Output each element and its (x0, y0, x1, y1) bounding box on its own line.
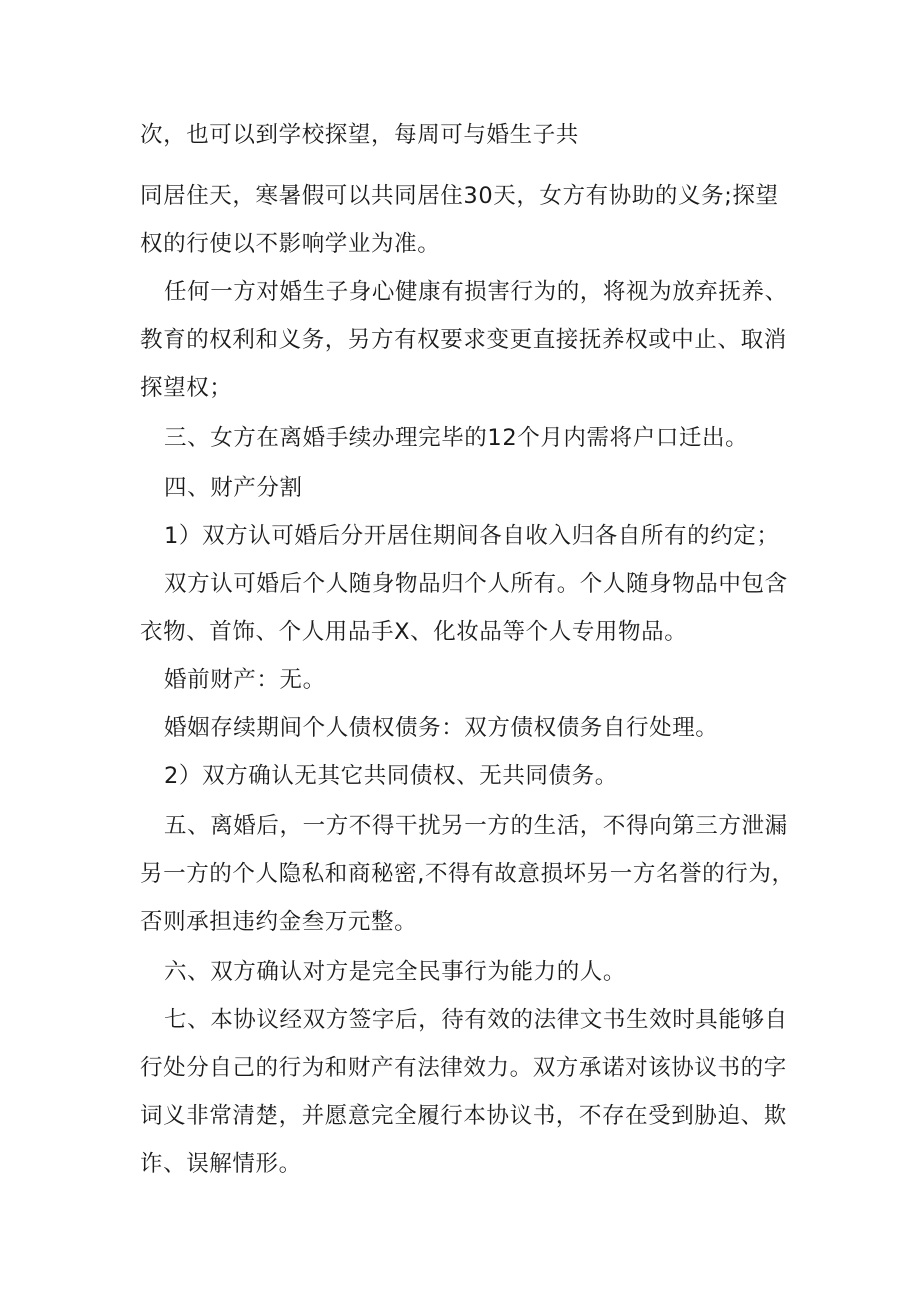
text-line: 教育的权利和义务，另方有权要求变更直接抚养权或中止、取消 (140, 327, 787, 353)
text-line: 否则承担违约金叁万元整。 (140, 909, 418, 935)
text-line: 七、本协议经双方签字后，待有效的法律文书生效时具能够自 (164, 1007, 788, 1033)
text-line: 诈、误解情形。 (140, 1151, 302, 1177)
text-line: 五、离婚后，一方不得干扰另一方的生活，不得向第三方泄漏 (164, 813, 788, 839)
text-line: 探望权； (140, 375, 233, 401)
text-line: 另一方的个人隐私和商秘密,不得有故意损坏另一方名誉的行为， (140, 861, 795, 887)
text-line: 同居住天，寒暑假可以共同居住30天，女方有协助的义务;探望 (140, 183, 779, 209)
text-line: 任何一方对婚生子身心健康有损害行为的，将视为放弃抚养、 (164, 279, 788, 305)
text-line: 婚前财产：无。 (164, 667, 326, 693)
text-line: 婚姻存续期间个人债权债务：双方债权债务自行处理。 (164, 715, 719, 741)
section-heading: 四、财产分割 (164, 475, 303, 501)
text-line: 六、双方确认对方是完全民事行为能力的人。 (164, 959, 627, 985)
text-line: 衣物、首饰、个人用品手X、化妆品等个人专用物品。 (140, 619, 688, 645)
text-line: 次，也可以到学校探望，每周可与婚生子共 (140, 122, 579, 148)
text-line: 权的行使以不影响学业为准。 (140, 231, 441, 257)
text-line: 双方认可婚后个人随身物品归个人所有。个人随身物品中包含 (164, 571, 788, 597)
text-line: 行处分自己的行为和财产有法律效力。双方承诺对该协议书的字 (140, 1055, 787, 1081)
text-line: 2）双方确认无其它共同债权、无共同债务。 (164, 763, 618, 789)
text-line: 1）双方认可婚后分开居住期间各自收入归各自所有的约定； (164, 523, 780, 549)
text-line: 词义非常清楚，并愿意完全履行本协议书，不存在受到胁迫、欺 (140, 1103, 787, 1129)
text-line: 三、女方在离婚手续办理完毕的12个月内需将户口迁出。 (164, 425, 749, 451)
